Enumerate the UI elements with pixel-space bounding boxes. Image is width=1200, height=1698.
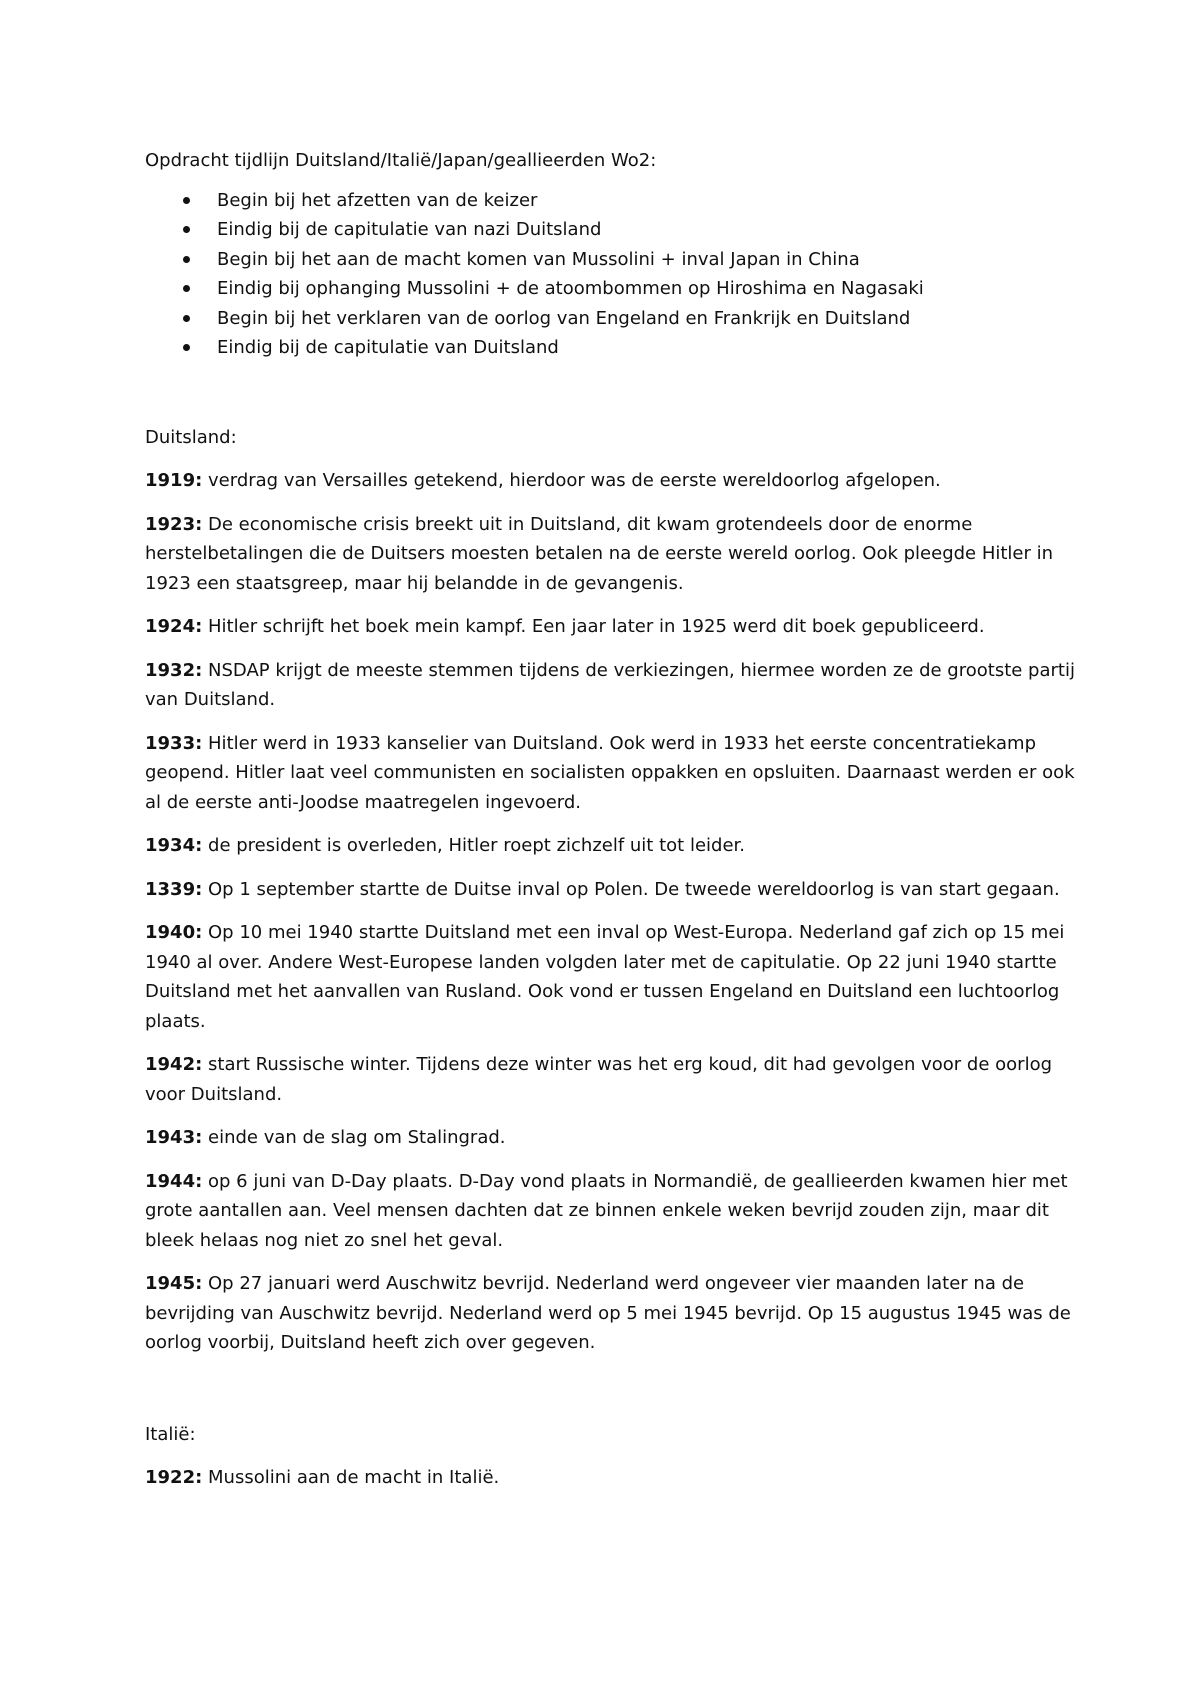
timeline-entry [145,510,1085,599]
timeline-entry [145,1050,1085,1109]
bullet-icon [183,315,190,322]
document-title: Opdracht tijdlijn Duitsland/Italië/Japan/geallieerden Wo2: [145,150,657,171]
timeline-entry [145,918,1085,1036]
instruction-item: Begin bij het afzetten van de keizer [145,186,1085,216]
instruction-item: Begin bij het aan de macht komen van Mussolini + inval Japan in China [145,245,1085,275]
entry-year: 1943: [145,1127,203,1148]
entry-text: Hitler werd in 1933 kanselier van Duitsland. Ook werd in 1933 het eerste concentratiekamp geopend. Hitler laat veel communisten en socialisten oppakken en opsluiten. Daarnaast werden er ook al de eerste anti-Joodse maatregelen ingevoerd. [145,732,1075,813]
entry-year: 1940: [145,922,203,943]
entry-text: Mussolini aan de macht in Italië. [202,1467,500,1488]
entry-year: 1933: [145,732,203,754]
instruction-item: Eindig bij de capitulatie van nazi Duitsland [145,215,1085,245]
entry-year: 1339: [145,878,203,900]
entry-text: NSDAP krijgt de meeste stemmen tijdens de verkiezingen, hiermee worden ze de grootste partij van Duitsland. [145,659,1075,710]
entry-text: Op 10 mei 1940 startte Duitsland met een inval op West-Europa. Nederland gaf zich op 15 mei 1940 al over. Andere West-Europese landen volgden later met de capitulatie. Op 22 juni 1940 startte Duitsland met het aanvallen van Rusland. Ook vond er tussen Engeland en Duitsland een luchtoorlog plaats. [145,922,1065,1032]
entry-year: 1944: [145,1170,203,1192]
entry-year: 1932: [145,659,203,681]
entry-text: op 6 juni van D-Day plaats. D-Day vond plaats in Normandië, de geallieerden kwamen hier met grote aantallen aan. Veel mensen dachten dat ze binnen enkele weken bevrijd zouden zijn, maar dit bleek helaas nog niet zo snel het geval. [145,1170,1068,1251]
entry-text: De economische crisis breekt uit in Duitsland, dit kwam grotendeels door de enorme herstelbetalingen die de Duitsers moesten betalen na de eerste wereld oorlog. Ook pleegde Hitler in 1923 een staatsgreep, maar hij belandde in de gevangenis. [145,513,1054,594]
bullet-icon [183,256,190,263]
entry-text: verdrag van Versailles getekend, hierdoor was de eerste wereldoorlog afgelopen. [202,470,941,491]
entry-text: de president is overleden, Hitler roept zichzelf uit tot leider. [202,835,745,856]
instruction-item: Eindig bij ophanging Mussolini + de atoombommen op Hiroshima en Nagasaki [145,274,1085,304]
timeline-entry [145,1463,1085,1493]
entry-text: Op 27 januari werd Auschwitz bevrijd. Nederland werd ongeveer vier maanden later na de bevrijding van Auschwitz bevrijd. Nederland werd op 5 mei 1945 bevrijd. Op 15 augustus 1945 was de oorlog voorbij, Duitsland heeft zich over gegeven. [145,1273,1071,1353]
document-body [145,146,1085,1507]
entry-year: 1934: [145,835,203,856]
entry-year: 1919: [145,470,203,491]
instruction-item: Eindig bij de capitulatie van Duitsland [145,333,1085,363]
section-heading-italie: Italië: [145,1423,196,1445]
instruction-item: Begin bij het verklaren van de oorlog van Engeland en Frankrijk en Duitsland [145,304,1085,334]
bullet-icon [183,197,190,204]
bullet-icon [183,285,190,292]
timeline-entry [145,729,1085,818]
entry-year: 1942: [145,1054,203,1075]
timeline-entry [145,831,1085,861]
entry-year: 1924: [145,616,203,637]
bullet-icon [183,226,190,233]
entry-text: start Russische winter. Tijdens deze winter was het erg koud, dit had gevolgen voor de oorlog voor Duitsland. [145,1054,1053,1105]
entry-text: Hitler schrijft het boek mein kampf. Een jaar later in 1925 werd dit boek gepubliceerd. [202,616,985,637]
entry-text: Op 1 september startte de Duitse inval op Polen. De tweede wereldoorlog is van start gegaan. [202,878,1060,900]
timeline-entry [145,1167,1085,1256]
entry-year: 1922: [145,1467,203,1488]
timeline-entry [145,1123,1085,1153]
entry-text: einde van de slag om Stalingrad. [202,1127,506,1148]
timeline-entry [145,875,1085,905]
instruction-list [145,186,1085,363]
timeline-entry [145,1269,1085,1358]
entry-year: 1923: [145,513,203,535]
timeline-entry [145,466,1085,496]
bullet-icon [183,344,190,351]
timeline-entry [145,656,1085,715]
timeline-entry [145,612,1085,642]
entry-year: 1945: [145,1273,203,1294]
section-heading-duitsland: Duitsland: [145,426,237,448]
